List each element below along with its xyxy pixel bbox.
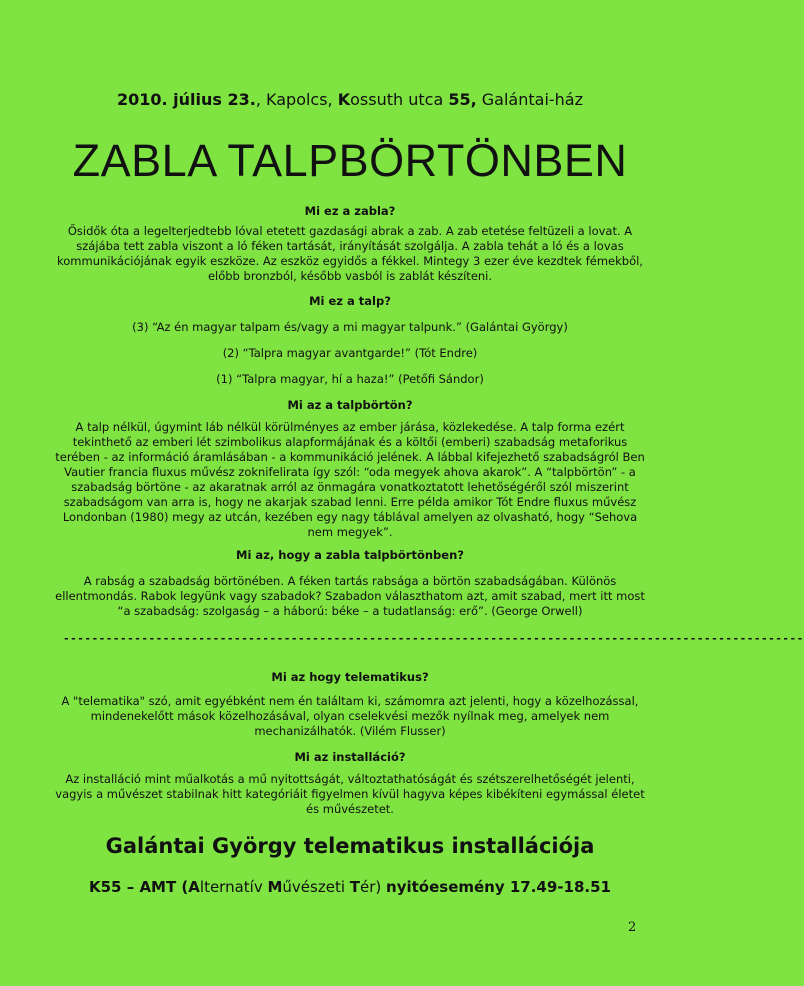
main-title: ZABLA TALPBÖRTÖNBEN bbox=[72, 135, 628, 186]
question-heading: Mi ez a talp? bbox=[309, 294, 391, 308]
paragraph: A talp nélkül, úgymint láb nélkül körülményes az ember járása, közlekedése. A talp forma ezért tekinthető az emberi lét szimbolikus alapformájának és a költői (emberi) szabadság metaforikus terében - az információ áramlásában - a kommunikáció jelének. A lábbal kifejezhető szabadságról Ben Vautier francia fluxus művész zoknifelirata így szól: “oda megyek ahova akarok”. A “talpbörtön” - a szabadság börtöne - az akaratnak arról az önmagára vonatkoztatott lehetőségéről szól miszerint szabadságom van arra is, hogy ne akarjak szabad lenni. Erre példa amikor Tót Endre fluxus művész Londonban (1980) megy az utcán, kezében egy nagy táblával amelyen az olvasható, hogy “Sehova nem megyek”. bbox=[55, 420, 645, 539]
event-date: 2010. július 23. bbox=[116, 90, 256, 109]
quote-line: (2) “Talpra magyar avantgarde!” (Tót Endre) bbox=[222, 346, 478, 360]
paragraph: Az installáció mint műalkotás a mű nyitottságát, változtathatóságát és szétszerelhetőségét jelenti, vagyis a művészet stabilnak hitt kategóriáit figyelmen kívül hagyva képes kibékíteni egymással életet és művészetet. bbox=[55, 772, 645, 816]
page-number: 2 bbox=[628, 920, 637, 935]
question-heading: Mi az hogy telematikus? bbox=[271, 670, 429, 684]
paragraph: Ősidők óta a legelterjedtebb lóval etetett gazdasági abrak a zab. A zab etetése feltüzeli a lovat. A szájába tett zabla viszont a ló féken tartását, irányítását szolgálja. A zabla tehát a ló és a lovas kommunikációjának egyik eszköze. Az eszköz egyidős a fékkel. Mintegy 3 ezer éve kezdtek fémekből, előbb bronzból, később vasból is zablát készíteni. bbox=[57, 224, 643, 283]
paragraph: A rabság a szabadság börtönében. A féken tartás rabsága a börtön szabadságában. Különös ellentmondás. Rabok legyünk vagy szabadok? Szabadon választhatom azt, amit szabad, mert itt most “a szabadság: szolgaság – a háború: béke – a tudatlanság: erő”. (George Orwell) bbox=[55, 574, 645, 618]
question-heading: Mi az installáció? bbox=[294, 750, 406, 764]
quote-line: (1) “Talpra magyar, hí a haza!” (Petőfi Sándor) bbox=[216, 372, 484, 386]
dashed-divider: -------------------------------------------------------------------------------------------------------- bbox=[63, 632, 804, 645]
date-location-line: 2010. július 23., Kapolcs, Kossuth utca 55, Galántai-ház bbox=[116, 90, 584, 109]
question-heading: Mi ez a zabla? bbox=[304, 204, 396, 218]
quote-line: (3) “Az én magyar talpam és/vagy a mi magyar talpunk.” (Galántai György) bbox=[132, 320, 568, 334]
question-heading: Mi az a talpbörtön? bbox=[287, 398, 413, 412]
paragraph: A "telematika" szó, amit egyébként nem én találtam ki, számomra azt jelenti, hogy a közelhozással, mindenekelőtt mások közelhozásával, olyan cselekvési mezők nyílnak meg, amelyek nem mechanizálhatók. (Vilém Flusser) bbox=[61, 694, 639, 738]
installation-title: Galántai György telematikus installációja bbox=[105, 834, 595, 858]
question-heading: Mi az, hogy a zabla talpbörtönben? bbox=[236, 548, 464, 562]
event-line: K55 – AMT (Alternatív Művészeti Tér) nyitóesemény 17.49-18.51 bbox=[89, 878, 611, 896]
